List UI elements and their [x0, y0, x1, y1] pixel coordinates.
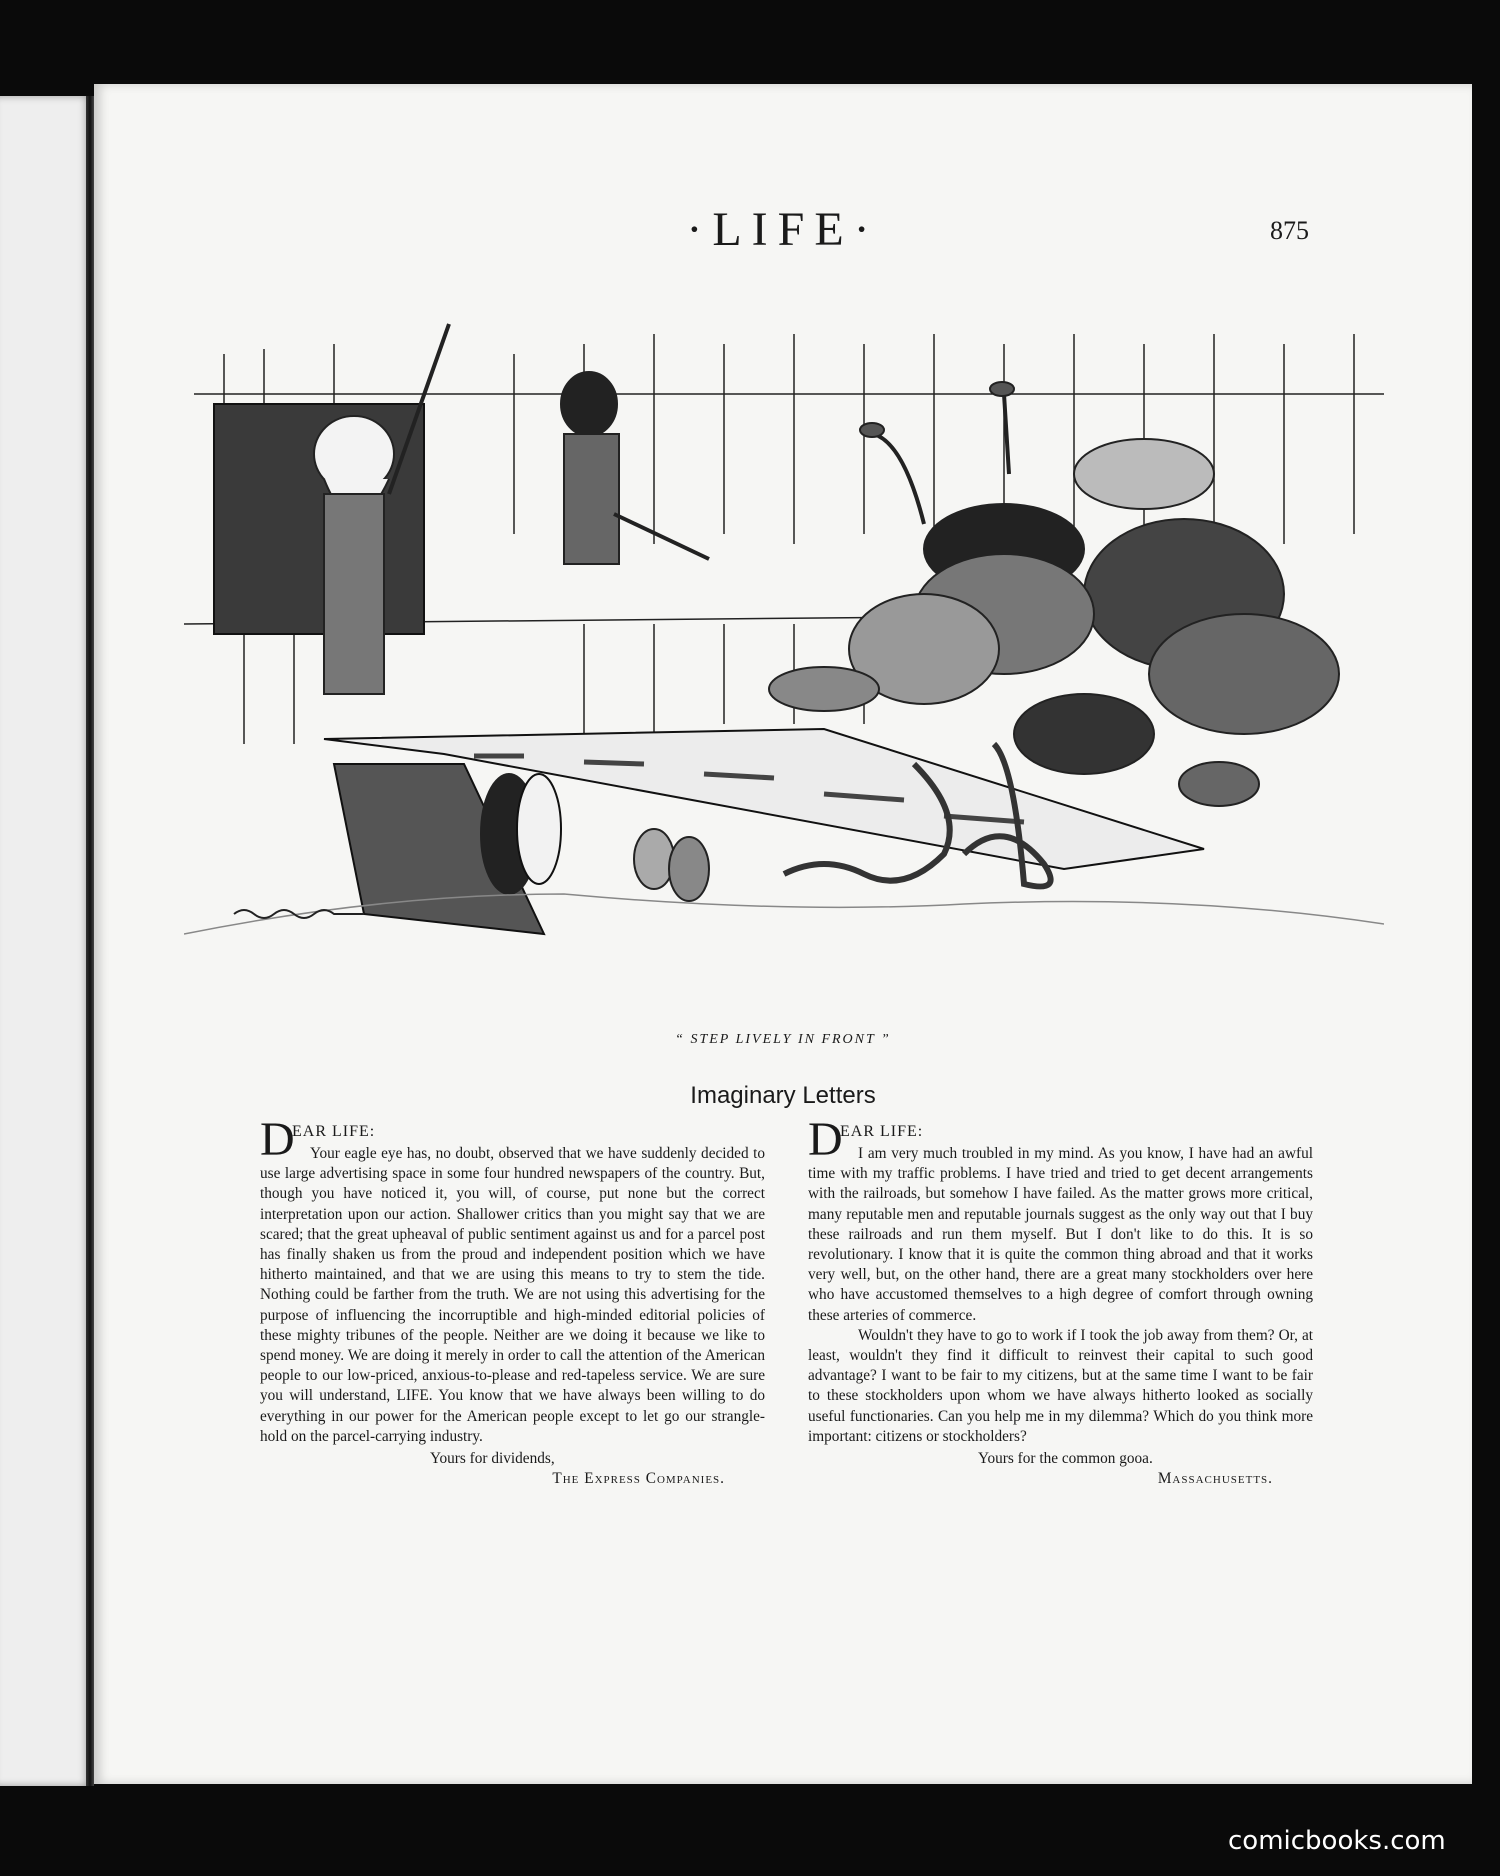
owls — [634, 829, 709, 901]
letter-body: I am very much troubled in my mind. As you know, I have had an awful time with my traffic problems. I have tried and tried to get decent arrangements with the railroads, but somehow I have failed. As the matter grows more critical, many reputable men and reputable journals suggest as the only way out that I buy these railroads and run them myself. But I don't like to do this. It is so revolutionary. I know that it is quite the common thing abroad and that it works very well, but, on the other hand, there are a great many stockholders over here who have accustomed themselves to a high degree of comfort through owning these arteries of commerce. — [808, 1145, 1313, 1324]
section-title: Imaginary Letters — [690, 1082, 876, 1109]
magazine-page — [94, 84, 1472, 1784]
letter-salutation — [808, 1113, 1313, 1166]
left-page-edge — [0, 96, 92, 1786]
cartoon-caption: “ STEP LIVELY IN FRONT ” — [675, 1032, 891, 1047]
letter-signature: The Express Companies. — [552, 1470, 725, 1488]
letter-body-continued: Wouldn't they have to go to work if I took the job away from them? Or, at least, wouldn't they find it difficult to reinvest their capital to such good advantage? I want to be fair to my citizens, but at the same time I want to be fair to these stockholders upon whom we have always hitherto looked as socially useful functionaries. Can you help me in my dilemma? Which do you think more important: citizens or stockholders? — [808, 1326, 1313, 1445]
masthead-title: ·LIFE· — [686, 203, 880, 256]
drop-cap: D — [260, 1113, 295, 1166]
letter-signature: Massachusetts. — [1157, 1470, 1273, 1488]
letter-closing: Yours for the common gooa. — [978, 1450, 1153, 1468]
seated-figure — [561, 372, 709, 564]
salutation-text: EAR LIFE: — [840, 1123, 924, 1140]
letter-closing: Yours for dividends, — [430, 1450, 555, 1468]
letter-salutation — [260, 1113, 765, 1166]
page-number: 875 — [1270, 216, 1309, 245]
site-watermark: comicbooks.com — [1228, 1826, 1446, 1856]
salutation-text: EAR LIFE: — [292, 1123, 376, 1140]
letter-express-companies — [260, 1113, 765, 1489]
book-spine — [86, 96, 94, 1786]
drop-cap: D — [808, 1113, 843, 1166]
letter-body: Your eagle eye has, no doubt, observed that we have suddenly decided to use large advertising space in some four hundred newspapers of the country. But, though you have noticed it, you will, of course, put none but the correct interpretation upon our action. Shallower critics than you might say that we are scared; that the great upheaval of public sentiment against us and for a parcel post has finally shaken us from the proud and independent position which we have hitherto maintained, and that we are using this means to try to stem the tide. Nothing could be farther from the truth. We are not using this advertising for the purpose of influencing the incorruptible and high-minded editorial policies of these mighty tribunes of the people. Neither are we doing it because we like to spend money. We are doing it merely in order to call the attention of the American people to our low-priced, anxious-to-please and red-tapeless service. We are sure you will understand, LIFE. You know that we have always been willing to do everything in our power for the American people except to let go our strangle-hold on the parcel-carrying industry. — [260, 1145, 765, 1445]
cartoon-illustration — [184, 294, 1384, 1094]
letter-massachusetts — [808, 1113, 1313, 1489]
penguins — [481, 774, 561, 894]
